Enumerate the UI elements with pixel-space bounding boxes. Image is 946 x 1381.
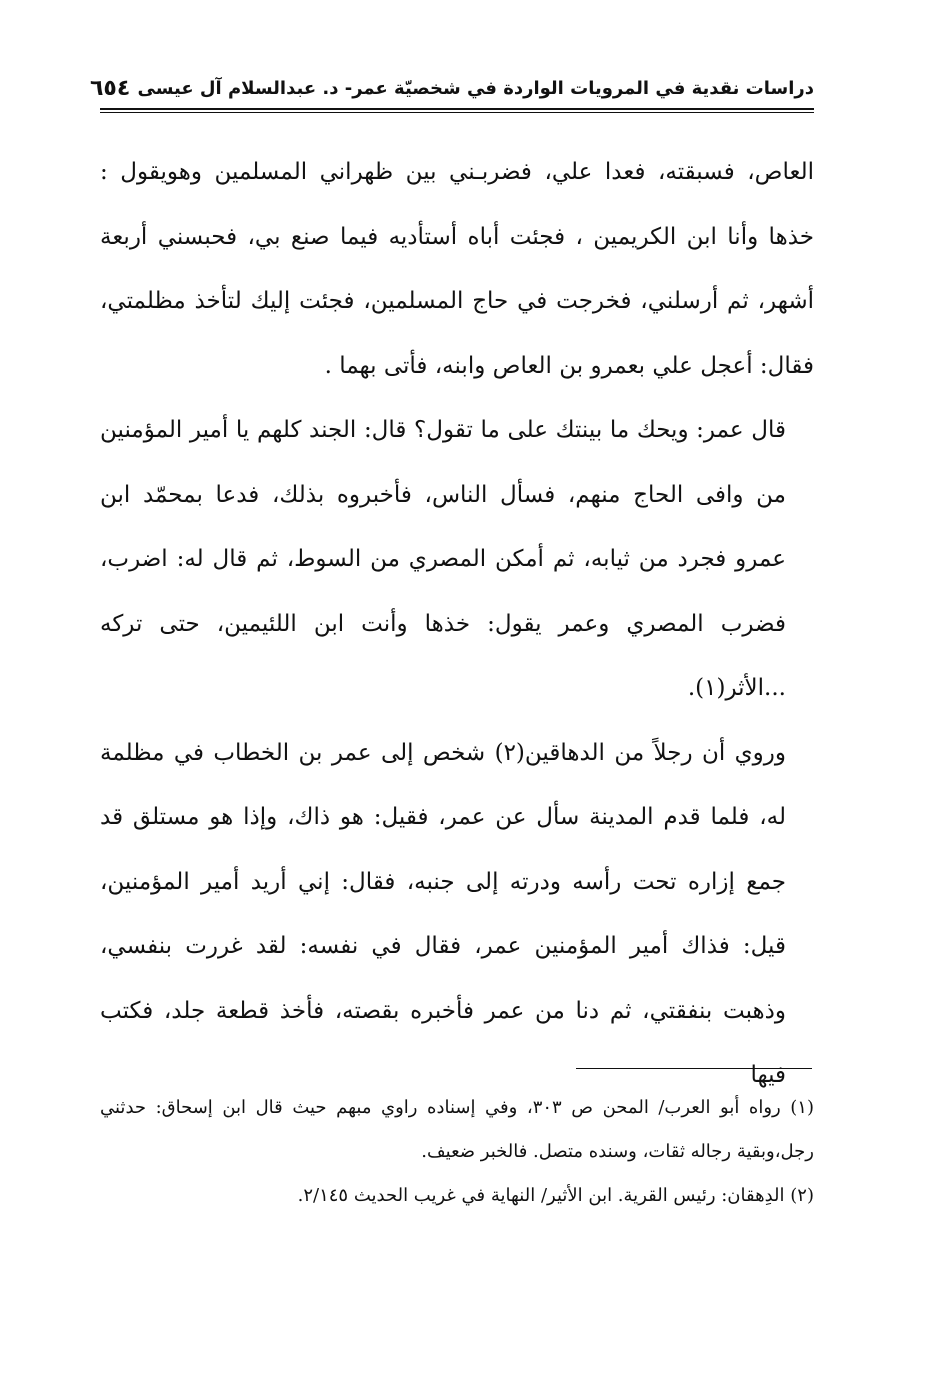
body-paragraph: قال عمر: ويحك ما بينتك على ما تقول؟ قال: الجند كلهم يا أمير المؤمنين من وافى الحاج منهم، فسأل الناس، فأخبروه بذلك، فدعا بمحمّد ابن عمرو فجرد من ثيابه، ثم أمكن المصري من السوط، ثم قال له: اضرب، فضرب المصري وعمر يقول: خذها وأنت ابن اللئيمين، حتى تركه ...الأثر(١). — [100, 417, 786, 701]
page-number: ٦٥٤ — [90, 75, 131, 101]
running-header — [90, 68, 814, 108]
main-text — [100, 140, 814, 1108]
running-header-title: دراسات نقدية في المرويات الواردة في شخصيّة عمر- د. عبدالسلام آل عيسى — [137, 77, 814, 99]
footnotes — [100, 1086, 814, 1218]
footnote-1: (١) رواه أبو العرب/ المحن ص ٣٠٣، وفي إسناده راوي مبهم حيث قال ابن إسحاق: حدثني رجل،وبقية رجاله ثقات، وسنده متصل. فالخبر ضعيف. — [100, 1097, 814, 1162]
header-divider — [100, 108, 814, 113]
body-paragraph: وروي أن رجلاً من الدهاقين(٢) شخص إلى عمر بن الخطاب في مظلمة له، فلما قدم المدينة سأل عن عمر، فقيل: هو ذاك، وإذا هو مستلق قد جمع إزاره تحت رأسه ودرته إلى جنبه، فقال: إني أريد أمير المؤمنين، قيل: فذاك أمير المؤمنين عمر، فقال في نفسه: لقد غررت بنفسي، وذهبت بنفقتي، ثم دنا من عمر فأخبره بقصته، فأخذ قطعة جلد، فكتب فيها — [100, 739, 786, 1088]
footnote-2: (٢) الدِهقان: رئيس القرية. ابن الأثير/ النهاية في غريب الحديث ٢/١٤٥. — [297, 1185, 814, 1206]
body-paragraph: العاص، فسبقته، فعدا علي، فضربـني بين ظهراني المسلمين وهويقول : خذها وأنا ابن الكريمين ، فجئت أباه أستأديه فيما صنع بي، فحبسني أربعة أشهر، ثم أرسلني، فخرجت في حاج المسلمين، فجئت إليك لتأخذ مظلمتي، فقال: أعجل علي بعمرو بن العاص وابنه، فأتى بهما . — [100, 159, 814, 379]
footnote-divider — [576, 1068, 812, 1069]
